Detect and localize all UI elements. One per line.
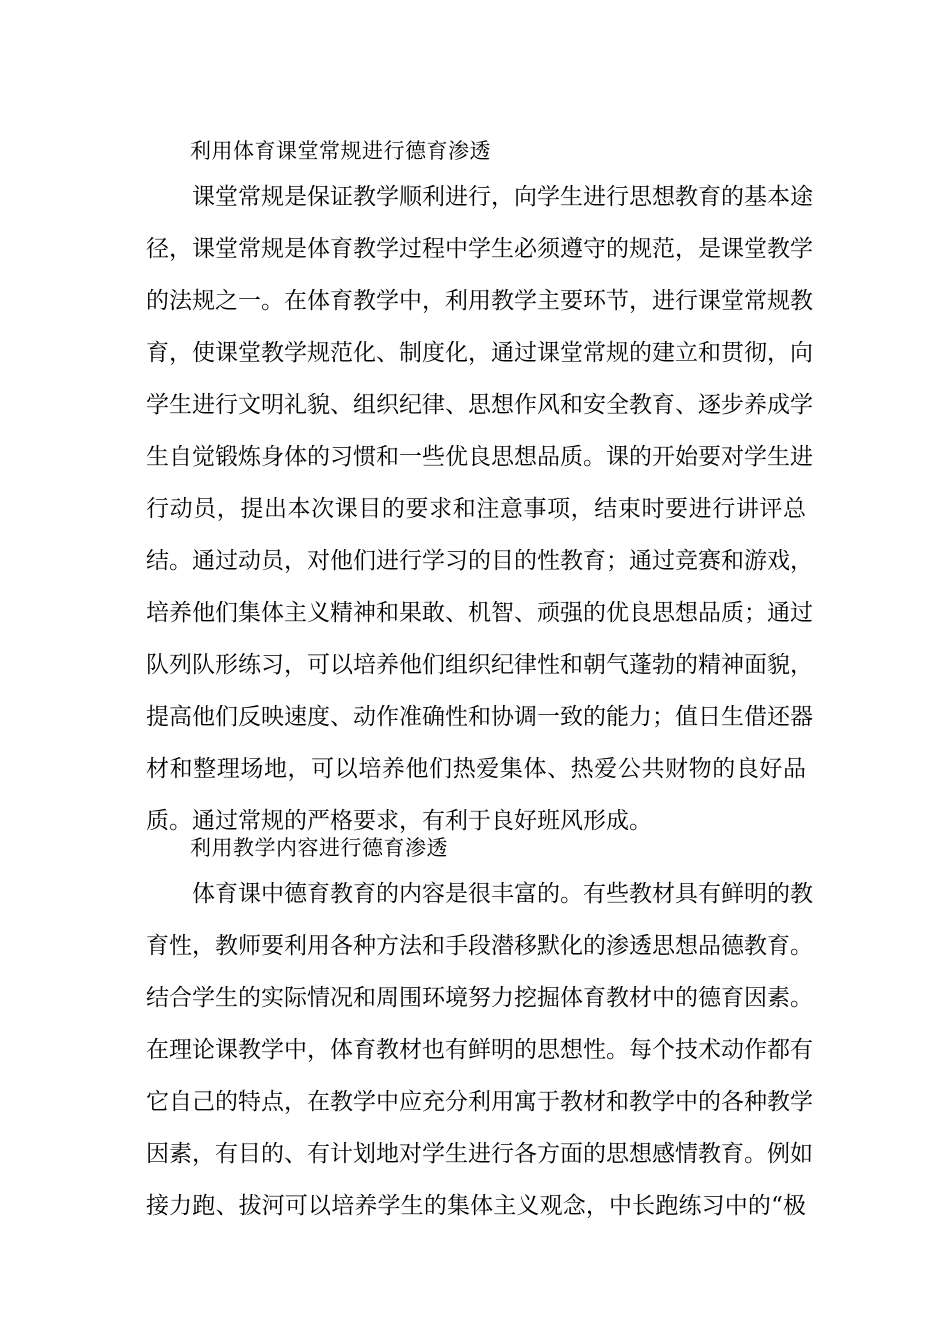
paragraph-line: 生自觉锻炼身体的习惯和一些优良思想品质。课的开始要对学生进: [146, 444, 813, 470]
paragraph-line: 行动员，提出本次课目的要求和注意事项，结束时要进行讲评总: [146, 496, 806, 522]
paragraph-line: 体育课中德育教育的内容是很丰富的。有些教材具有鲜明的教: [192, 881, 813, 907]
paragraph-line: 提高他们反映速度、动作准确性和协调一致的能力；值日生借还器: [146, 704, 813, 730]
paragraph-line: 接力跑、拔河可以培养学生的集体主义观念，中长跑练习中的“极: [146, 1193, 806, 1219]
paragraph-line: 的法规之一。在体育教学中，利用教学主要环节，进行课堂常规教: [146, 288, 813, 314]
paragraph-line: 学生进行文明礼貌、组织纪律、思想作风和安全教育、逐步养成学: [146, 392, 813, 418]
paragraph-line: 育性，教师要利用各种方法和手段潜移默化的渗透思想品德教育。: [146, 933, 813, 959]
section-paragraph: [146, 868, 813, 1232]
paragraph-line: 结。通过动员，对他们进行学习的目的性教育；通过竞赛和游戏，: [146, 548, 813, 574]
paragraph-line: 课堂常规是保证教学顺利进行，向学生进行思想教育的基本途: [192, 184, 813, 210]
paragraph-line: 因素，有目的、有计划地对学生进行各方面的思想感情教育。例如: [146, 1141, 813, 1167]
section-heading: 利用教学内容进行德育渗透: [190, 836, 448, 860]
paragraph-line: 质。通过常规的严格要求，有利于良好班风形成。: [146, 808, 652, 834]
paragraph-line: 育，使课堂教学规范化、制度化，通过课堂常规的建立和贯彻，向: [146, 340, 813, 366]
paragraph-line: 队列队形练习，可以培养他们组织纪律性和朝气蓬勃的精神面貌，: [146, 652, 813, 678]
paragraph-line: 培养他们集体主义精神和果敢、机智、顽强的优良思想品质；通过: [146, 600, 813, 626]
paragraph-line: 结合学生的实际情况和周围环境努力挖掘体育教材中的德育因素。: [146, 985, 813, 1011]
section-paragraph: [146, 171, 813, 847]
paragraph-line: 材和整理场地，可以培养他们热爱集体、热爱公共财物的良好品: [146, 756, 806, 782]
paragraph-line: 径，课堂常规是体育教学过程中学生必须遵守的规范，是课堂教学: [146, 236, 813, 262]
paragraph-line: 在理论课教学中，体育教材也有鲜明的思想性。每个技术动作都有: [146, 1037, 813, 1063]
paragraph-line: 它自己的特点，在教学中应充分利用寓于教材和教学中的各种教学: [146, 1089, 813, 1115]
section-heading: 利用体育课堂常规进行德育渗透: [190, 139, 491, 163]
